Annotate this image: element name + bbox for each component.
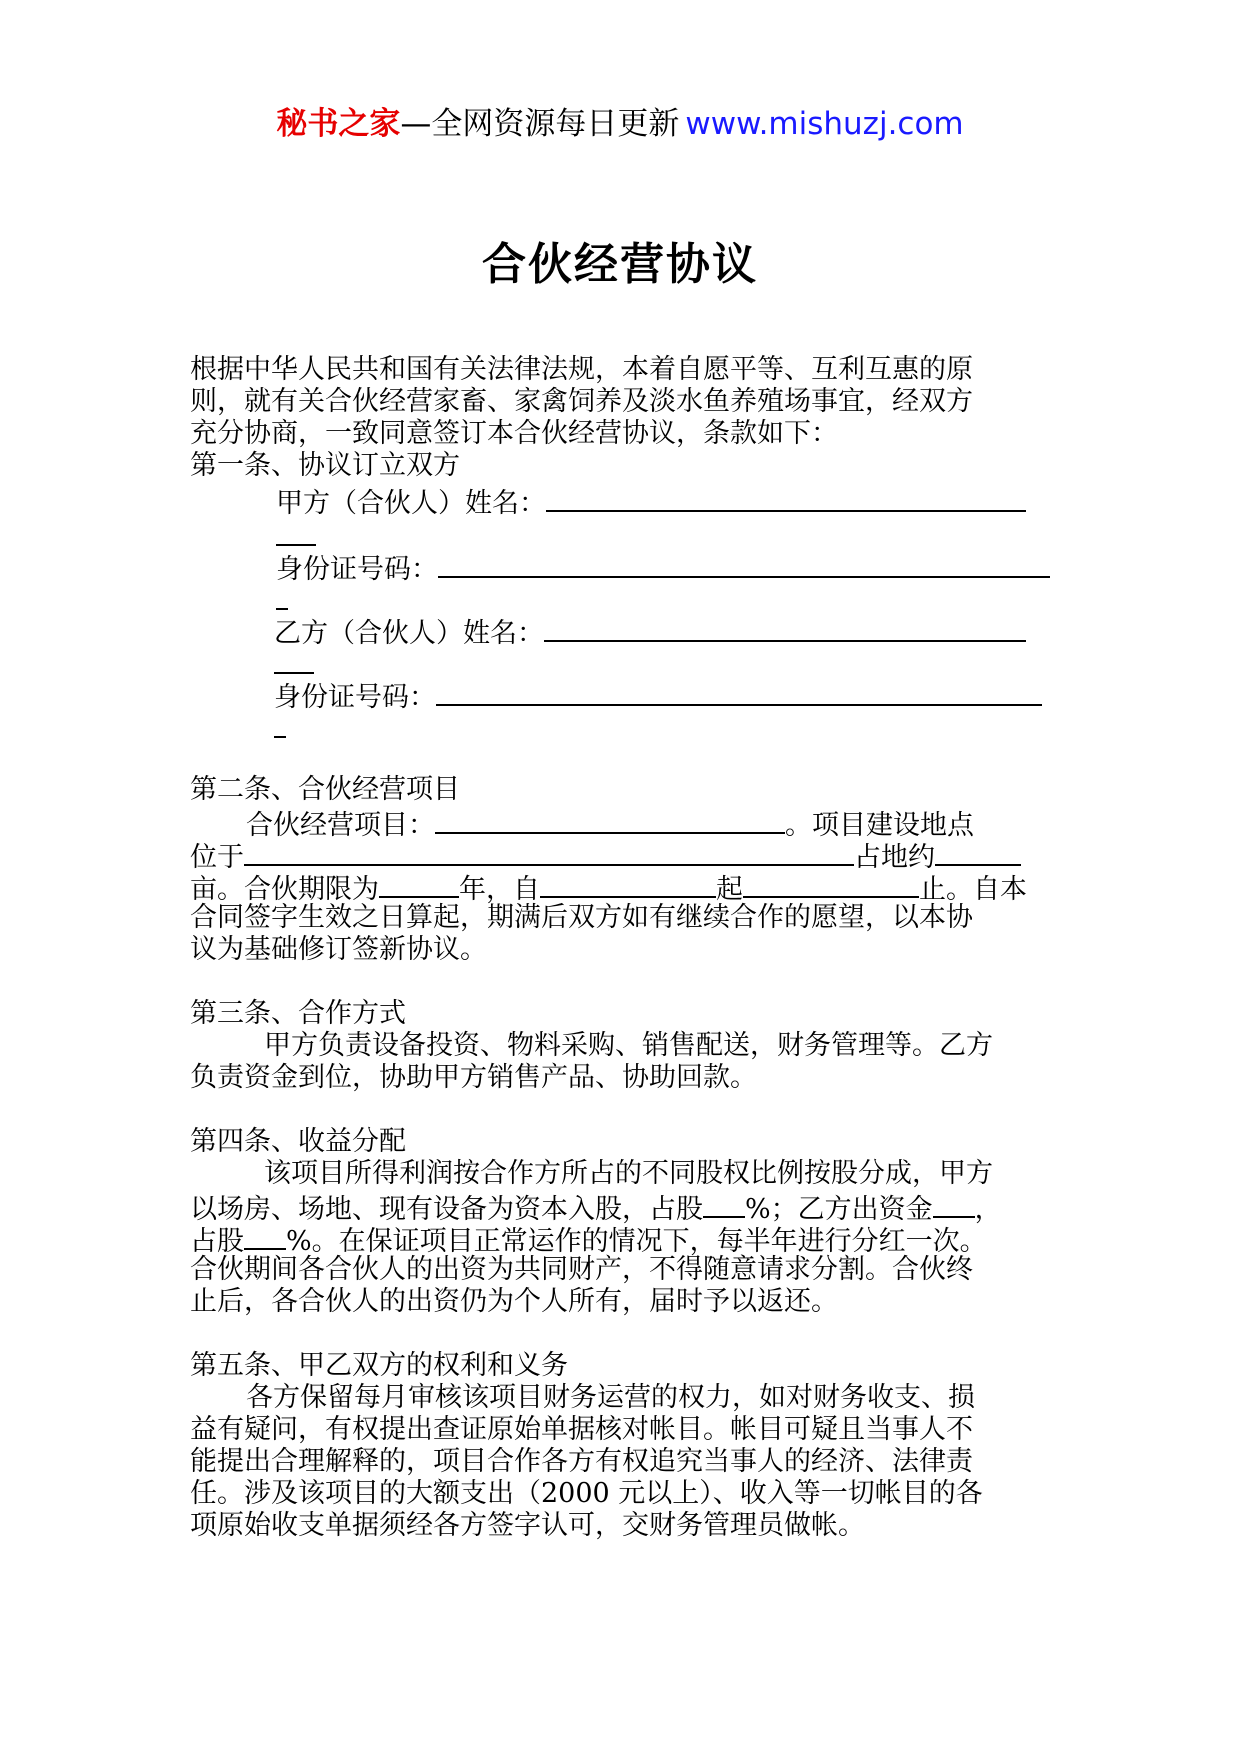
blank-continuation xyxy=(276,518,316,554)
party-b-id-label: 身份证号码： xyxy=(274,682,436,713)
article-2-line xyxy=(190,838,1021,874)
brand-name: 秘书之家 xyxy=(276,106,401,142)
from-label: 年，自 xyxy=(459,874,540,905)
article-4-line xyxy=(190,1222,987,1258)
party-b-id-row xyxy=(274,678,1042,714)
header-slogan: —全网资源每日更新 xyxy=(400,106,680,142)
party-a-id-row xyxy=(276,550,1050,586)
article-2-heading: 第二条、合伙经营项目 xyxy=(190,774,460,805)
article-2-line: 议为基础修订签新协议。 xyxy=(190,934,487,965)
intro-line: 则，就有关合伙经营家畜、家禽饲养及淡水鱼养殖场事宜，经双方 xyxy=(190,386,973,417)
article-4-line: 该项目所得利润按合作方所占的不同股权比例按股分成，甲方 xyxy=(264,1158,993,1189)
party-a-id-blank[interactable] xyxy=(438,550,1050,578)
article-3-heading: 第三条、合作方式 xyxy=(190,998,406,1029)
article-5-line: 益有疑问，有权提出查证原始单据核对帐目。帐目可疑且当事人不 xyxy=(190,1414,973,1445)
article-4-line: 合伙期间各合伙人的出资为共同财产，不得随意请求分割。合伙终 xyxy=(190,1254,973,1285)
project-blank[interactable] xyxy=(435,806,785,834)
share-a-blank[interactable] xyxy=(703,1190,745,1218)
investment-b-label: %；乙方出资金 xyxy=(745,1194,933,1225)
comma: ， xyxy=(974,1194,1002,1225)
intro-line: 充分协商，一致同意签订本合伙经营协议，条款如下： xyxy=(190,418,838,449)
party-b-name-row xyxy=(274,614,1026,650)
term-label: 亩。合伙期限为 xyxy=(190,874,379,905)
dividend-text: %。在保证项目正常运作的情况下，每半年进行分红一次。 xyxy=(286,1226,987,1257)
article-2-line xyxy=(246,806,974,842)
article-5-line: 任。涉及该项目的大额支出（2000 元以上）、收入等一切帐目的各 xyxy=(190,1478,983,1509)
start-date-blank[interactable] xyxy=(540,870,716,898)
article-5-line: 项原始收支单据须经各方签字认可，交财务管理员做帐。 xyxy=(190,1510,865,1541)
article-4-heading: 第四条、收益分配 xyxy=(190,1126,406,1157)
share-a-label: 以场房、场地、现有设备为资本入股，占股 xyxy=(190,1194,703,1225)
share-b-label: 占股 xyxy=(190,1226,244,1257)
investment-b-blank[interactable] xyxy=(933,1190,975,1218)
article-2-line: 合同签字生效之日算起，期满后双方如有继续合作的愿望，以本协 xyxy=(190,902,973,933)
party-b-id-blank[interactable] xyxy=(436,678,1042,706)
article-2-line xyxy=(190,870,1027,906)
location-blank[interactable] xyxy=(244,838,854,866)
article-1-heading: 第一条、协议订立双方 xyxy=(190,450,460,481)
blank-continuation xyxy=(274,710,286,746)
party-a-name-blank-cont[interactable] xyxy=(276,518,316,546)
blank-continuation xyxy=(274,646,314,682)
party-a-id-blank-cont[interactable] xyxy=(276,582,288,610)
party-a-name-blank[interactable] xyxy=(546,484,1026,512)
area-blank[interactable] xyxy=(935,838,1021,866)
article-4-line xyxy=(190,1190,1002,1226)
location-label: 位于 xyxy=(190,842,244,873)
article-3-line: 负责资金到位，协助甲方销售产品、协助回款。 xyxy=(190,1062,757,1093)
document-title: 合伙经营协议 xyxy=(482,239,758,290)
article-5-heading: 第五条、甲乙双方的权利和义务 xyxy=(190,1350,568,1381)
site-label: 。项目建设地点 xyxy=(785,810,974,841)
start-label: 起 xyxy=(716,874,743,905)
article-3-line: 甲方负责设备投资、物料采购、销售配送，财务管理等。乙方 xyxy=(264,1030,993,1061)
site-link[interactable]: www.mishuzj.com xyxy=(685,106,964,142)
blank-continuation xyxy=(276,582,288,618)
term-years-blank[interactable] xyxy=(379,870,459,898)
party-b-id-blank-cont[interactable] xyxy=(274,710,286,738)
article-5-line: 各方保留每月审核该项目财务运营的权力，如对财务收支、损 xyxy=(246,1382,975,1413)
share-b-blank[interactable] xyxy=(244,1222,286,1250)
party-a-name-label: 甲方（合伙人）姓名： xyxy=(276,488,546,519)
end-date-blank[interactable] xyxy=(743,870,919,898)
party-a-id-label: 身份证号码： xyxy=(276,554,438,585)
party-b-name-blank-cont[interactable] xyxy=(274,646,314,674)
article-4-line: 止后，各合伙人的出资仍为个人所有，届时予以返还。 xyxy=(190,1286,838,1317)
project-label: 合伙经营项目： xyxy=(246,810,435,841)
party-b-name-label: 乙方（合伙人）姓名： xyxy=(274,618,544,649)
intro-line: 根据中华人民共和国有关法律法规，本着自愿平等、互利互惠的原 xyxy=(190,354,973,385)
page-header xyxy=(0,98,1240,143)
article-5-line: 能提出合理解释的，项目合作各方有权追究当事人的经济、法律责 xyxy=(190,1446,973,1477)
party-a-name-row xyxy=(276,484,1026,520)
party-b-name-blank[interactable] xyxy=(544,614,1026,642)
area-label: 占地约 xyxy=(854,842,935,873)
end-label: 止。自本 xyxy=(919,874,1027,905)
